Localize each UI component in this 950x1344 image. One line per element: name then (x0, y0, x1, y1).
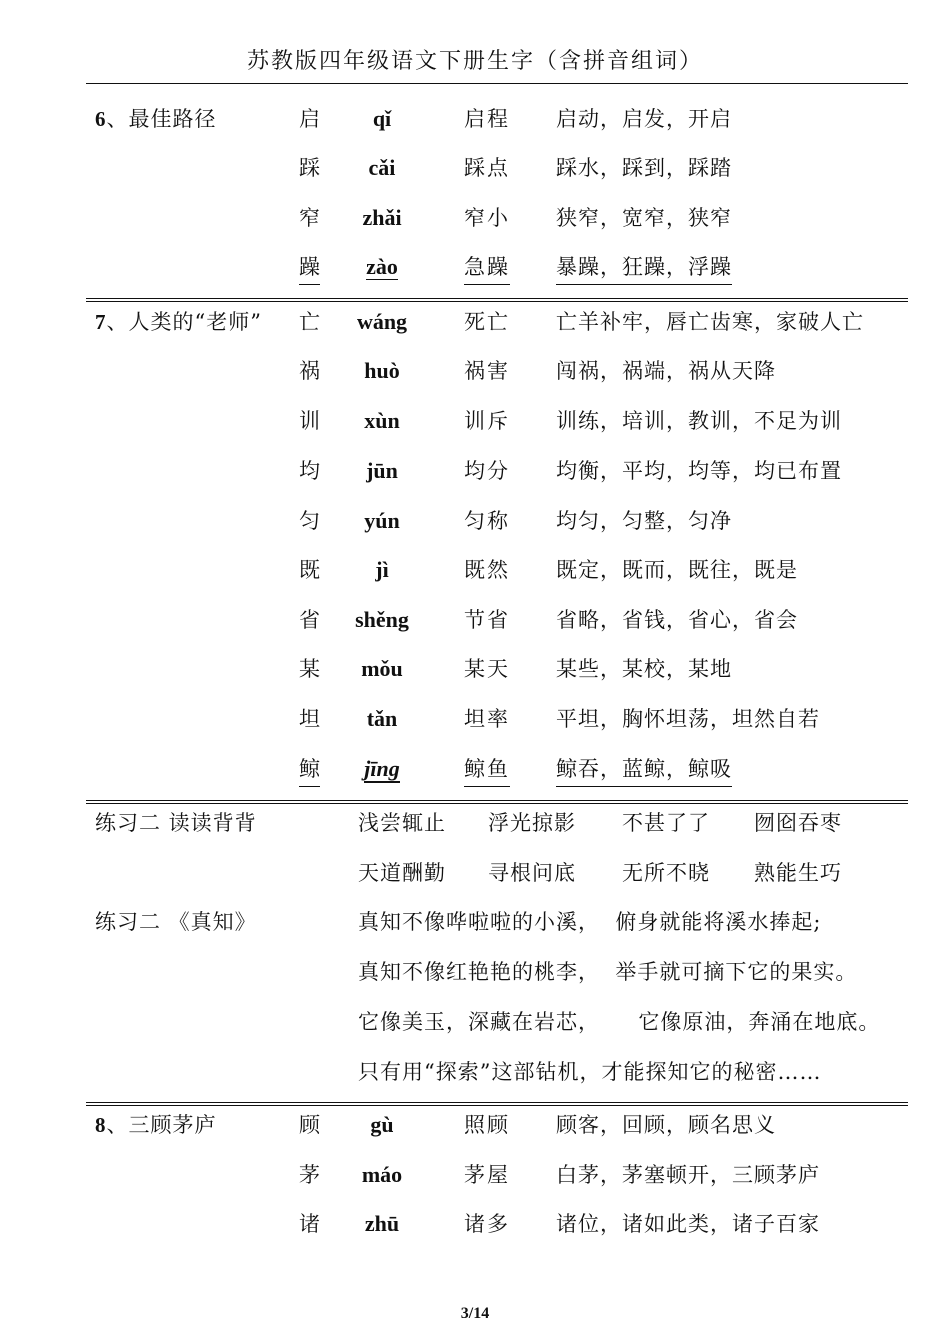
word: 某天 (464, 657, 510, 681)
phrases: 白茅，茅塞顿开，三顾茅庐 (556, 1163, 820, 1187)
lesson6-title (95, 102, 217, 136)
poem-row-3 (0, 1005, 950, 1039)
char: 茅 (299, 1163, 320, 1187)
word: 急躁 (464, 250, 510, 285)
phrases: 均匀，匀整，匀净 (556, 509, 732, 533)
lesson6-row-2 (0, 151, 950, 185)
char: 顾 (299, 1113, 320, 1137)
pinyin: mǒu (361, 656, 403, 681)
lesson8-row-1 (0, 1108, 950, 1142)
lesson6-title-text: 、最佳路径 (106, 107, 217, 131)
header-rule (86, 83, 908, 84)
phrases: 顾客，回顾，顾名思义 (556, 1113, 776, 1137)
phrases: 闯祸，祸端，祸从天降 (556, 359, 776, 383)
lesson7-row-10 (0, 752, 950, 786)
phrases: 启动，启发，开启 (556, 107, 732, 131)
pinyin: huò (364, 358, 400, 383)
exercise2-row-1 (0, 806, 950, 840)
lesson7-row-1 (0, 305, 950, 339)
pinyin-text: zào (366, 254, 398, 279)
pinyin: yún (364, 508, 400, 533)
lesson7-row-6 (0, 553, 950, 587)
phrases: 暴躁，狂躁，浮躁 (556, 250, 732, 285)
lesson6-number: 6 (95, 107, 107, 131)
word: 死亡 (464, 310, 510, 334)
char: 训 (299, 409, 320, 433)
word: 匀称 (464, 509, 510, 533)
pinyin: gù (370, 1112, 394, 1137)
lesson7-row-5 (0, 504, 950, 538)
phrases: 既定，既而，既往，既是 (556, 558, 798, 582)
section-separator (86, 1102, 908, 1106)
page-header-title: 苏教版四年级语文下册生字（含拼音组词） (246, 49, 703, 74)
lesson7-row-7 (0, 603, 950, 637)
lesson7-row-3 (0, 404, 950, 438)
pinyin: qǐ (372, 106, 392, 131)
word: 窄小 (464, 206, 510, 230)
poem-line: 真知不像红艳艳的桃李， 举手就可摘下它的果实。 (358, 960, 858, 984)
exercise2-poem-title: 练习二 《真知》 (95, 910, 257, 934)
idiom: 浮光掠影 (488, 811, 576, 835)
phrases: 鲸吞，蓝鲸，鲸吸 (556, 752, 732, 787)
idiom: 熟能生巧 (754, 861, 842, 885)
poem-line: 只有用“探索”这部钻机，才能探知它的秘密…… (358, 1060, 822, 1084)
pinyin: jì (375, 557, 389, 582)
char: 亡 (299, 310, 320, 334)
lesson8-row-2 (0, 1158, 950, 1192)
phrases: 训练，培训，教训，不足为训 (556, 409, 842, 433)
poem-row-1 (0, 905, 950, 939)
lesson8-title (95, 1108, 217, 1142)
exercise2-row-2 (0, 856, 950, 890)
pinyin (342, 250, 422, 284)
char: 躁 (299, 250, 320, 285)
lesson7-row-9 (0, 702, 950, 736)
char: 窄 (299, 206, 320, 230)
char: 省 (299, 608, 320, 632)
lesson7-title (95, 305, 262, 339)
pinyin-text: jīng (364, 756, 400, 781)
word: 照顾 (464, 1113, 510, 1137)
char: 踩 (299, 156, 320, 180)
word: 既然 (464, 558, 510, 582)
section-separator (86, 800, 908, 804)
word: 坦率 (464, 707, 510, 731)
pinyin: shěng (355, 607, 409, 632)
idiom: 囫囵吞枣 (754, 811, 842, 835)
word: 启程 (464, 107, 510, 131)
word: 茅屋 (464, 1163, 510, 1187)
char: 坦 (299, 707, 320, 731)
word: 节省 (464, 608, 510, 632)
pinyin: xùn (364, 408, 400, 433)
pinyin: máo (361, 1162, 403, 1187)
lesson7-title-text: 、人类的“老师” (106, 310, 262, 334)
page-number: 3/14 (460, 1305, 490, 1322)
lesson7-row-4 (0, 454, 950, 488)
exercise2-read-title: 练习二 读读背背 (95, 811, 257, 835)
pinyin (342, 752, 422, 786)
phrases: 踩水，踩到，踩踏 (556, 156, 732, 180)
pinyin: wáng (356, 309, 408, 334)
char: 均 (299, 459, 320, 483)
lesson6-row-4 (0, 250, 950, 284)
phrases: 诸位，诸如此类，诸子百家 (556, 1212, 820, 1236)
lesson7-row-2 (0, 354, 950, 388)
lesson6-row-1 (0, 102, 950, 136)
lesson8-row-3 (0, 1207, 950, 1241)
poem-row-2 (0, 955, 950, 989)
word: 踩点 (464, 156, 510, 180)
idiom: 不甚了了 (622, 811, 710, 835)
phrases: 亡羊补牢，唇亡齿寒，家破人亡 (556, 310, 864, 334)
idiom: 无所不晓 (622, 861, 710, 885)
poem-line: 它像美玉，深藏在岩芯， 它像原油，奔涌在地底。 (358, 1010, 881, 1034)
pinyin: jūn (366, 458, 398, 483)
phrases: 某些，某校，某地 (556, 657, 732, 681)
char: 既 (299, 558, 320, 582)
char: 祸 (299, 359, 320, 383)
char: 诸 (299, 1212, 320, 1236)
idiom: 浅尝辄止 (358, 811, 446, 835)
idiom: 寻根问底 (488, 861, 576, 885)
word: 鲸鱼 (464, 752, 510, 787)
poem-line: 真知不像哗啦啦的小溪， 俯身就能将溪水捧起; (358, 910, 822, 934)
phrases: 均衡，平均，均等，均已布置 (556, 459, 842, 483)
word: 祸害 (464, 359, 510, 383)
char: 启 (299, 107, 320, 131)
section-separator (86, 298, 908, 302)
pinyin: cǎi (368, 155, 396, 180)
word: 训斥 (464, 409, 510, 433)
char: 某 (299, 657, 320, 681)
phrases: 狭窄，宽窄，狭窄 (556, 206, 732, 230)
lesson6-row-3 (0, 201, 950, 235)
word: 均分 (464, 459, 510, 483)
lesson8-title-text: 、三顾茅庐 (106, 1113, 217, 1137)
char: 匀 (299, 509, 320, 533)
poem-row-4 (0, 1055, 950, 1089)
pinyin: tǎn (366, 706, 398, 731)
idiom: 天道酬勤 (358, 861, 446, 885)
pinyin: zhǎi (362, 205, 402, 230)
char: 鲸 (299, 752, 320, 787)
word: 诸多 (464, 1212, 510, 1236)
lesson7-row-8 (0, 652, 950, 686)
lesson7-number: 7 (95, 310, 107, 334)
lesson8-number: 8 (95, 1113, 107, 1137)
pinyin: zhū (364, 1211, 400, 1236)
phrases: 省略，省钱，省心，省会 (556, 608, 798, 632)
phrases: 平坦，胸怀坦荡，坦然自若 (556, 707, 820, 731)
